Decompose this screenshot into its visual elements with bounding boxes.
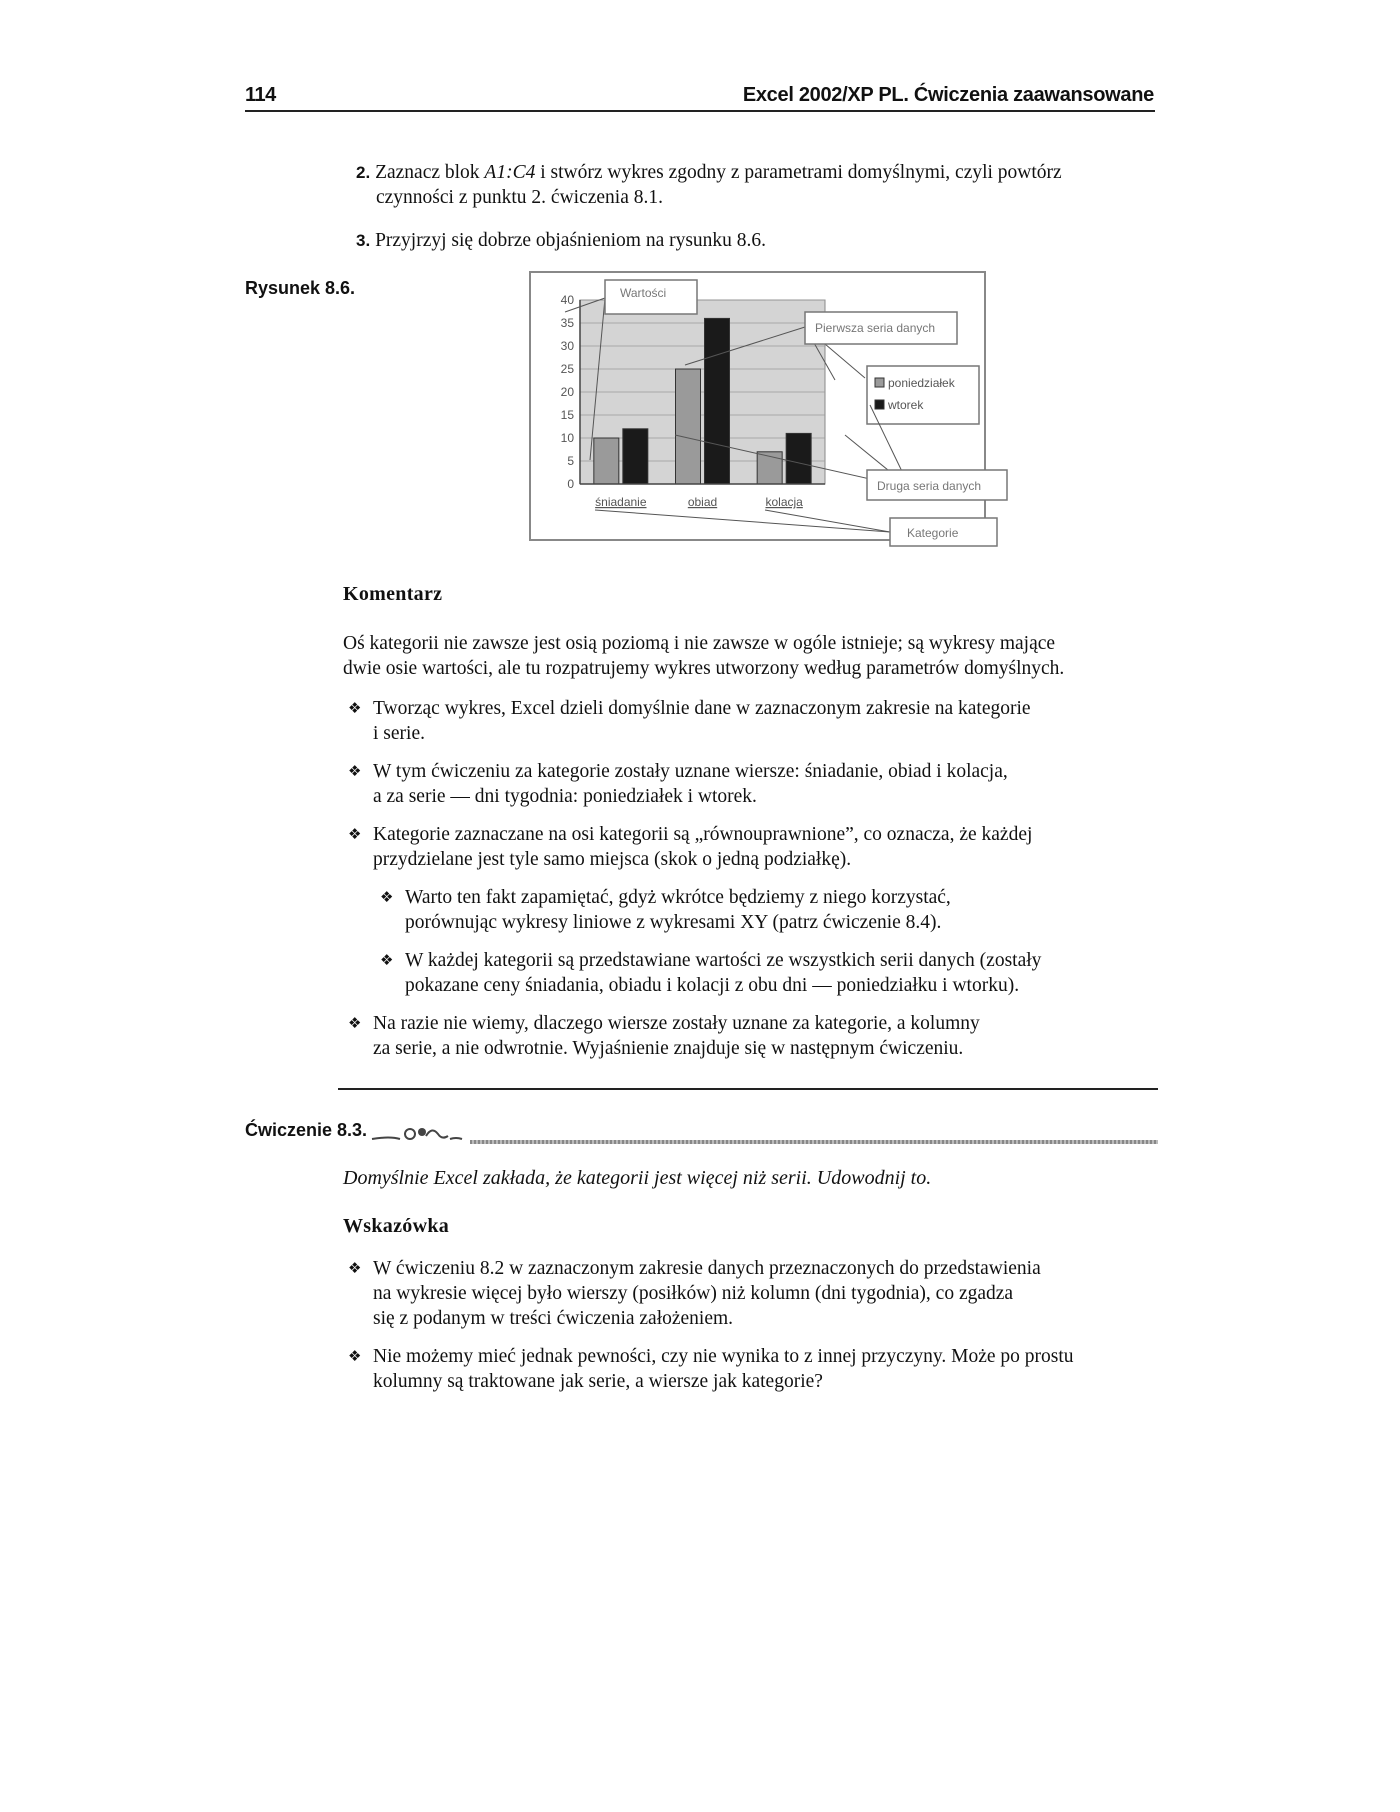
y-tick-label: 15 (560, 408, 574, 422)
bullet-diamond-icon: ❖ (348, 1347, 362, 1365)
bar-wtorek (786, 433, 811, 484)
bullet-diamond-icon: ❖ (380, 888, 394, 906)
legend-swatch-wtorek (875, 400, 884, 409)
step-2 (356, 160, 1156, 210)
comment-bullet-1 (348, 696, 1163, 746)
exercise-ornament-icon (370, 1122, 465, 1146)
comment-bullet-4-line2: porównując wykresy liniowe z wykresami XY (patrz ćwiczenie 8.4). (405, 912, 942, 933)
hint-bullet-1 (348, 1256, 1163, 1331)
header-rule (245, 110, 1155, 112)
step-3-text: Przyjrzyj się dobrze objaśnieniom na rysunku 8.6. (375, 230, 767, 251)
callout-values: Wartości (620, 286, 667, 300)
bullet-diamond-icon: ❖ (348, 699, 362, 717)
legend-swatch-poniedzialek (875, 378, 884, 387)
section-rule (338, 1088, 1158, 1090)
comment-bullet-4-line1: Warto ten fakt zapamiętać, gdyż wkrótce będziemy z niego korzystać, (405, 887, 951, 908)
step-2-line2: czynności z punktu 2. ćwiczenia 8.1. (376, 187, 663, 208)
comment-bullet-2-line2: a za serie — dni tygodnia: poniedziałek i wtorek. (373, 786, 757, 807)
step-2-text-after: i stwórz wykres zgodny z parametrami domyślnymi, czyli powtórz (535, 162, 1062, 183)
figure-label: Rysunek 8.6. (245, 278, 356, 298)
callout-second-series: Druga seria danych (877, 479, 982, 493)
hint-heading: Wskazówka (343, 1215, 450, 1237)
bullet-diamond-icon: ❖ (348, 1259, 362, 1277)
hint-bullet-2 (348, 1344, 1163, 1394)
step-2-number: 2. (356, 163, 371, 182)
legend-box (867, 366, 979, 424)
hint-bullet-1-line1: W ćwiczeniu 8.2 w zaznaczonym zakresie danych przeznaczonych do przedstawienia (373, 1258, 1041, 1279)
comment-bullet-2 (348, 759, 1163, 809)
comment-bullet-5-line1: W każdej kategorii są przedstawiane wartości ze wszystkich serii danych (zostały (405, 950, 1042, 971)
comment-bullet-2-line1: W tym ćwiczeniu za kategorie zostały uznane wiersze: śniadanie, obiad i kolacja, (373, 761, 1008, 782)
bullet-diamond-icon: ❖ (348, 1014, 362, 1032)
comment-bullet-6 (348, 1011, 1163, 1061)
x-tick-label: kolacja (765, 495, 803, 509)
bar-wtorek (623, 429, 648, 484)
exercise-label: Ćwiczenie 8.3. (245, 1120, 368, 1140)
comment-bullet-4 (380, 885, 1165, 935)
bullet-diamond-icon: ❖ (348, 825, 362, 843)
comment-bullet-6-line1: Na razie nie wiemy, dlaczego wiersze zostały uznane za kategorie, a kolumny (373, 1013, 980, 1034)
comment-intro-line2: dwie osie wartości, ale tu rozpatrujemy wykres utworzony według parametrów domyślnych. (343, 658, 1065, 679)
callout-categories: Kategorie (907, 526, 959, 540)
x-axis-ticks (595, 495, 803, 509)
y-tick-label: 40 (560, 293, 574, 307)
bullet-diamond-icon: ❖ (348, 762, 362, 780)
legend-label-poniedzialek: poniedziałek (888, 376, 955, 390)
hint-bullet-2-line1: Nie możemy mieć jednak pewności, czy nie wynika to z innej przyczyny. Może po prostu (373, 1346, 1074, 1367)
exercise-rule (470, 1140, 1158, 1144)
y-tick-label: 20 (560, 385, 574, 399)
comment-bullet-5 (380, 948, 1165, 998)
comment-intro (343, 631, 1163, 681)
y-tick-label: 25 (560, 362, 574, 376)
x-tick-label: śniadanie (595, 495, 647, 509)
bullet-diamond-icon: ❖ (380, 951, 394, 969)
y-tick-label: 30 (560, 339, 574, 353)
y-tick-label: 0 (567, 477, 574, 491)
bar-poniedzialek (676, 369, 701, 484)
step-2-text-before: Zaznacz blok (375, 162, 485, 183)
comment-bullet-3-line1: Kategorie zaznaczane na osi kategorii są „równouprawnione”, co oznacza, że każdej (373, 824, 1033, 845)
step-2-range: A1:C4 (484, 162, 536, 183)
comment-bullet-1-line2: i serie. (373, 723, 425, 744)
y-tick-label: 35 (560, 316, 574, 330)
y-tick-label: 5 (567, 454, 574, 468)
exercise-task: Domyślnie Excel zakłada, że kategorii jest więcej niż serii. Udowodnij to. (343, 1167, 932, 1189)
x-tick-label: obiad (687, 495, 718, 509)
y-tick-label: 10 (560, 431, 574, 445)
comment-heading: Komentarz (343, 583, 443, 605)
callout-first-series: Pierwsza seria danych (815, 321, 936, 335)
bar-wtorek (705, 318, 730, 484)
hint-bullet-1-line3: się z podanym w treści ćwiczenia założeniem. (373, 1308, 734, 1329)
chart-svg (525, 270, 1015, 560)
step-3 (356, 228, 1156, 253)
comment-bullet-1-line1: Tworząc wykres, Excel dzieli domyślnie dane w zaznaczonym zakresie na kategorie (373, 698, 1031, 719)
comment-bullet-5-line2: pokazane ceny śniadania, obiadu i kolacji z obu dni — poniedziałku i wtorku). (405, 975, 1020, 996)
step-3-number: 3. (356, 231, 371, 250)
page-number: 114 (245, 84, 276, 106)
hint-bullet-1-line2: na wykresie więcej było wierszy (posiłków) niż kolumn (dni tygodnia), co zgadza (373, 1283, 1014, 1304)
figure-chart (525, 270, 1015, 560)
running-header-title: Excel 2002/XP PL. Ćwiczenia zaawansowane (742, 84, 1154, 106)
comment-bullet-3-line2: przydzielane jest tyle samo miejsca (skok o jedną podziałkę). (373, 849, 852, 870)
comment-bullet-6-line2: za serie, a nie odwrotnie. Wyjaśnienie znajduje się w następnym ćwiczeniu. (373, 1038, 964, 1059)
comment-intro-line1: Oś kategorii nie zawsze jest osią poziomą i nie zawsze w ogóle istnieje; są wykresy mające (343, 633, 1056, 654)
comment-bullet-3 (348, 822, 1163, 872)
legend-label-wtorek: wtorek (888, 398, 924, 412)
bar-poniedzialek (594, 438, 619, 484)
hint-bullet-2-line2: kolumny są traktowane jak serie, a wiersze jak kategorie? (373, 1371, 823, 1392)
